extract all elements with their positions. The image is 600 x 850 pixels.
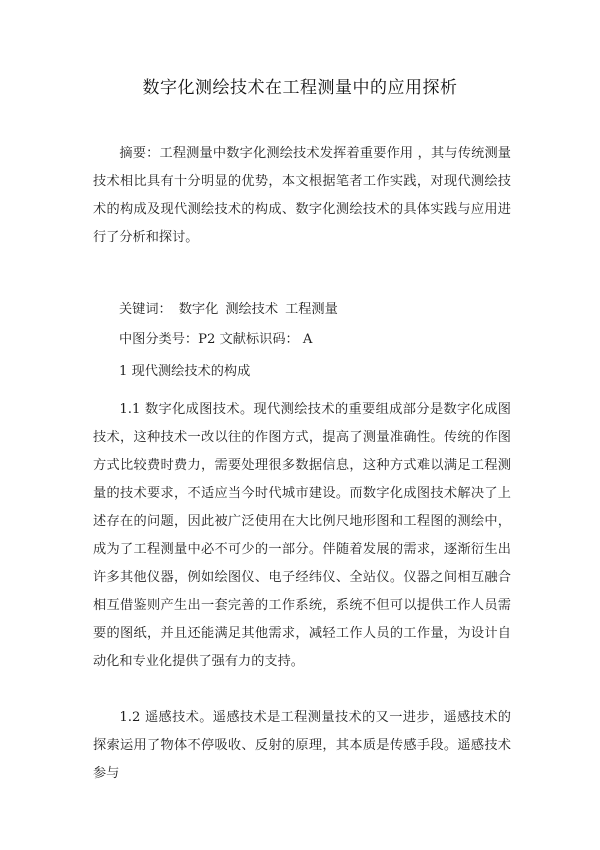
body-paragraph-1-2: 1.2 遥感技术。遥感技术是工程测量技术的又一进步，遥感技术的探索运用了物体不停吸收、反射的原理，其本质是传感手段。遥感技术参与 <box>93 710 511 781</box>
body-paragraph-1-1: 1.1 数字化成图技术。现代测绘技术的重要组成部分是数字化成图技术，这种技术一改以往的作图方式，提高了测量准确性。传统的作图方式比较费时费力，需要处理很多数据信息，这种方式难以满足工程测量的技术要求，不适应当今时代城市建设。而数字化成图技术解决了上述存在的问题，因此被广泛使用在大比例尺地形图和工程图的测绘中，成为了工程测量中必不可少的一部分。伴随着发展的需求，逐渐衍生出许多其他仪器，例如绘图仪、电子经纬仪、全站仪。仪器之间相互融合相互借鉴则产生出一套完善的工作系统，系统不但可以提供工作人员需要的图纸，并且还能满足其他需求，减轻工作人员的工作量，为设计自动化和专业化提供了强有力的支持。 <box>93 402 511 669</box>
classification-line: 中图分类号：P2 文献标识码： A <box>119 332 313 347</box>
keyword-item: 测绘技术 <box>225 302 279 317</box>
keyword-item: 数字化 <box>178 302 219 317</box>
keywords-line <box>119 296 338 324</box>
document-title: 数字化测绘技术在工程测量中的应用探析 <box>142 78 458 98</box>
section-heading: 1 现代测绘技术的构成 <box>119 364 251 379</box>
keyword-item: 工程测量 <box>285 302 338 317</box>
keywords-label: 关键词： <box>119 302 172 317</box>
abstract-paragraph: 摘要：工程测量中数字化测绘技术发挥着重要作用 ，其与传统测量技术相比具有十分明显的优势，本文根据笔者工作实践，对现代测绘技术的构成及现代测绘技术的构成、数字化测绘技术的具体实践与应用进行了分析和探讨。 <box>93 146 511 245</box>
